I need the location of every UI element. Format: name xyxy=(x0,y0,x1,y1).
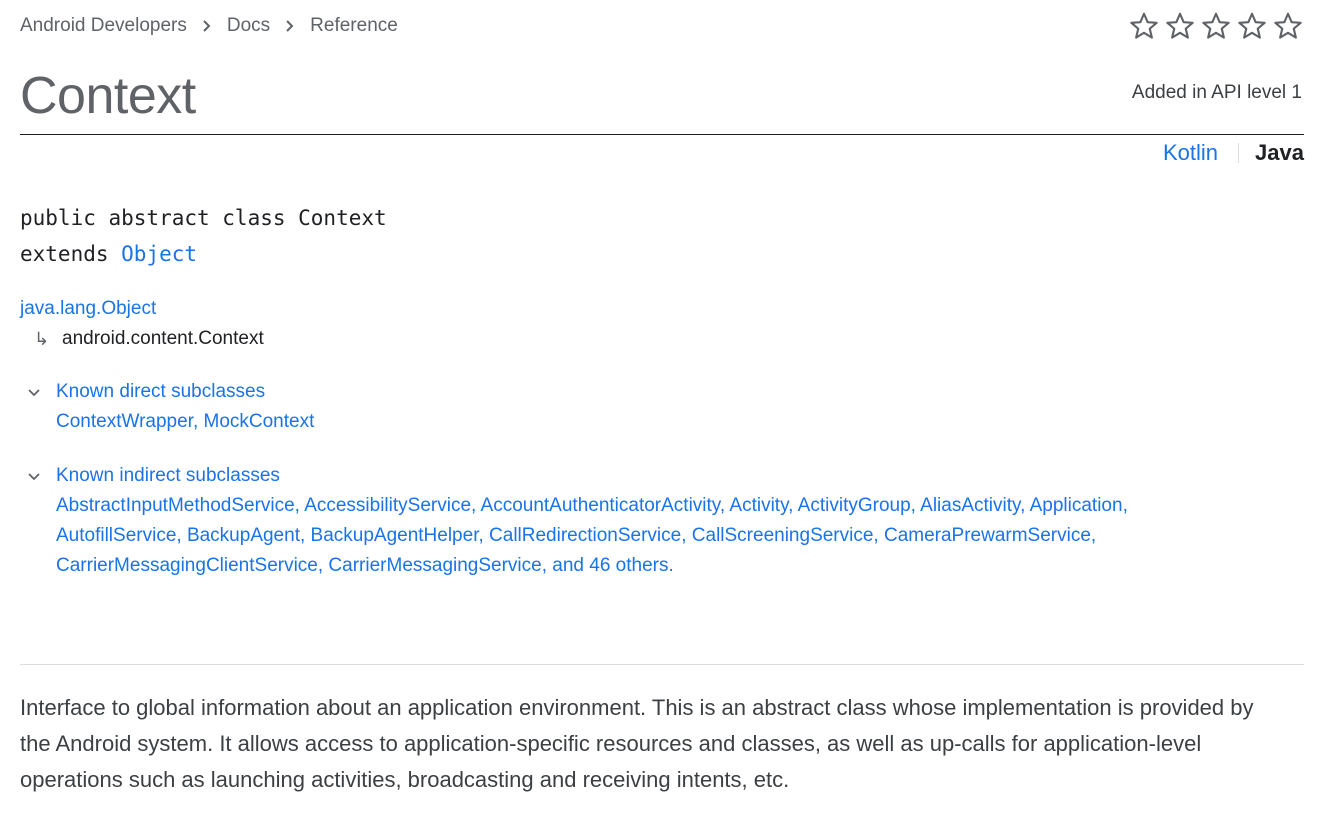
page-title: Context xyxy=(20,67,196,125)
star-icon[interactable] xyxy=(1164,10,1196,42)
chevron-right-icon xyxy=(270,15,310,37)
inheritance-tree xyxy=(20,294,264,354)
breadcrumb-docs[interactable]: Docs xyxy=(226,15,271,36)
signature-declaration: public abstract class Context xyxy=(20,206,387,230)
breadcrumb xyxy=(20,15,398,37)
object-link[interactable]: Object xyxy=(121,242,198,266)
class-signature xyxy=(20,200,387,272)
indirect-subclasses-line[interactable]: AbstractInputMethodService, AccessibilityService, AccountAuthenticatorActivity, Activity, ActivityGroup, AliasActivity, Application, xyxy=(56,495,1128,516)
breadcrumb-reference[interactable]: Reference xyxy=(310,15,398,36)
direct-subclasses-title: Known direct subclasses xyxy=(56,381,266,402)
direct-subclasses-toggle[interactable] xyxy=(24,377,1268,407)
page-rating xyxy=(1128,10,1304,42)
star-icon[interactable] xyxy=(1236,10,1268,42)
inheritance-parent-link[interactable]: java.lang.Object xyxy=(20,298,157,319)
indirect-subclasses-line[interactable]: AutofillService, BackupAgent, BackupAgentHelper, CallRedirectionService, CallScreeningService, CameraPrewarmService, xyxy=(56,525,1097,546)
inheritance-child-label: android.content.Context xyxy=(62,328,264,349)
indirect-subclasses-toggle[interactable] xyxy=(24,461,1268,491)
indirect-subclasses-line[interactable]: CarrierMessagingClientService, CarrierMessagingService, and 46 others. xyxy=(56,555,674,576)
chevron-down-icon xyxy=(24,466,44,486)
tab-kotlin[interactable]: Kotlin xyxy=(1163,140,1219,165)
star-icon[interactable] xyxy=(1200,10,1232,42)
class-description: Interface to global information about an application environment. This is an abstract class whose implementation is provided by the Android system. It allows access to application-specific resources and classes, as well as up-calls for application-level operations such as launching activities, broadcasting and receiving intents, etc. xyxy=(20,695,1254,792)
title-divider xyxy=(20,134,1304,135)
signature-extends xyxy=(20,236,387,272)
tab-java[interactable]: Java xyxy=(1255,140,1304,165)
breadcrumb-android-developers[interactable]: Android Developers xyxy=(20,15,187,36)
direct-subclasses-list[interactable]: ContextWrapper, MockContext xyxy=(56,411,315,432)
indirect-subclasses-title: Known indirect subclasses xyxy=(56,465,280,486)
lang-divider xyxy=(1238,143,1239,163)
chevron-down-icon xyxy=(24,382,44,402)
language-switch xyxy=(1163,140,1304,166)
indirect-subclasses-list xyxy=(24,491,1268,581)
inheritance-child xyxy=(20,324,264,354)
indirect-subclasses-section xyxy=(24,461,1268,581)
chevron-right-icon xyxy=(187,15,227,37)
api-level-label: Added in API level 1 xyxy=(1131,82,1302,103)
star-icon[interactable] xyxy=(1128,10,1160,42)
section-divider xyxy=(20,664,1304,665)
inheritance-arrow-icon: ↳ xyxy=(34,329,50,349)
star-icon[interactable] xyxy=(1272,10,1304,42)
extends-keyword: extends xyxy=(20,242,122,266)
direct-subclasses-section xyxy=(24,377,1268,437)
